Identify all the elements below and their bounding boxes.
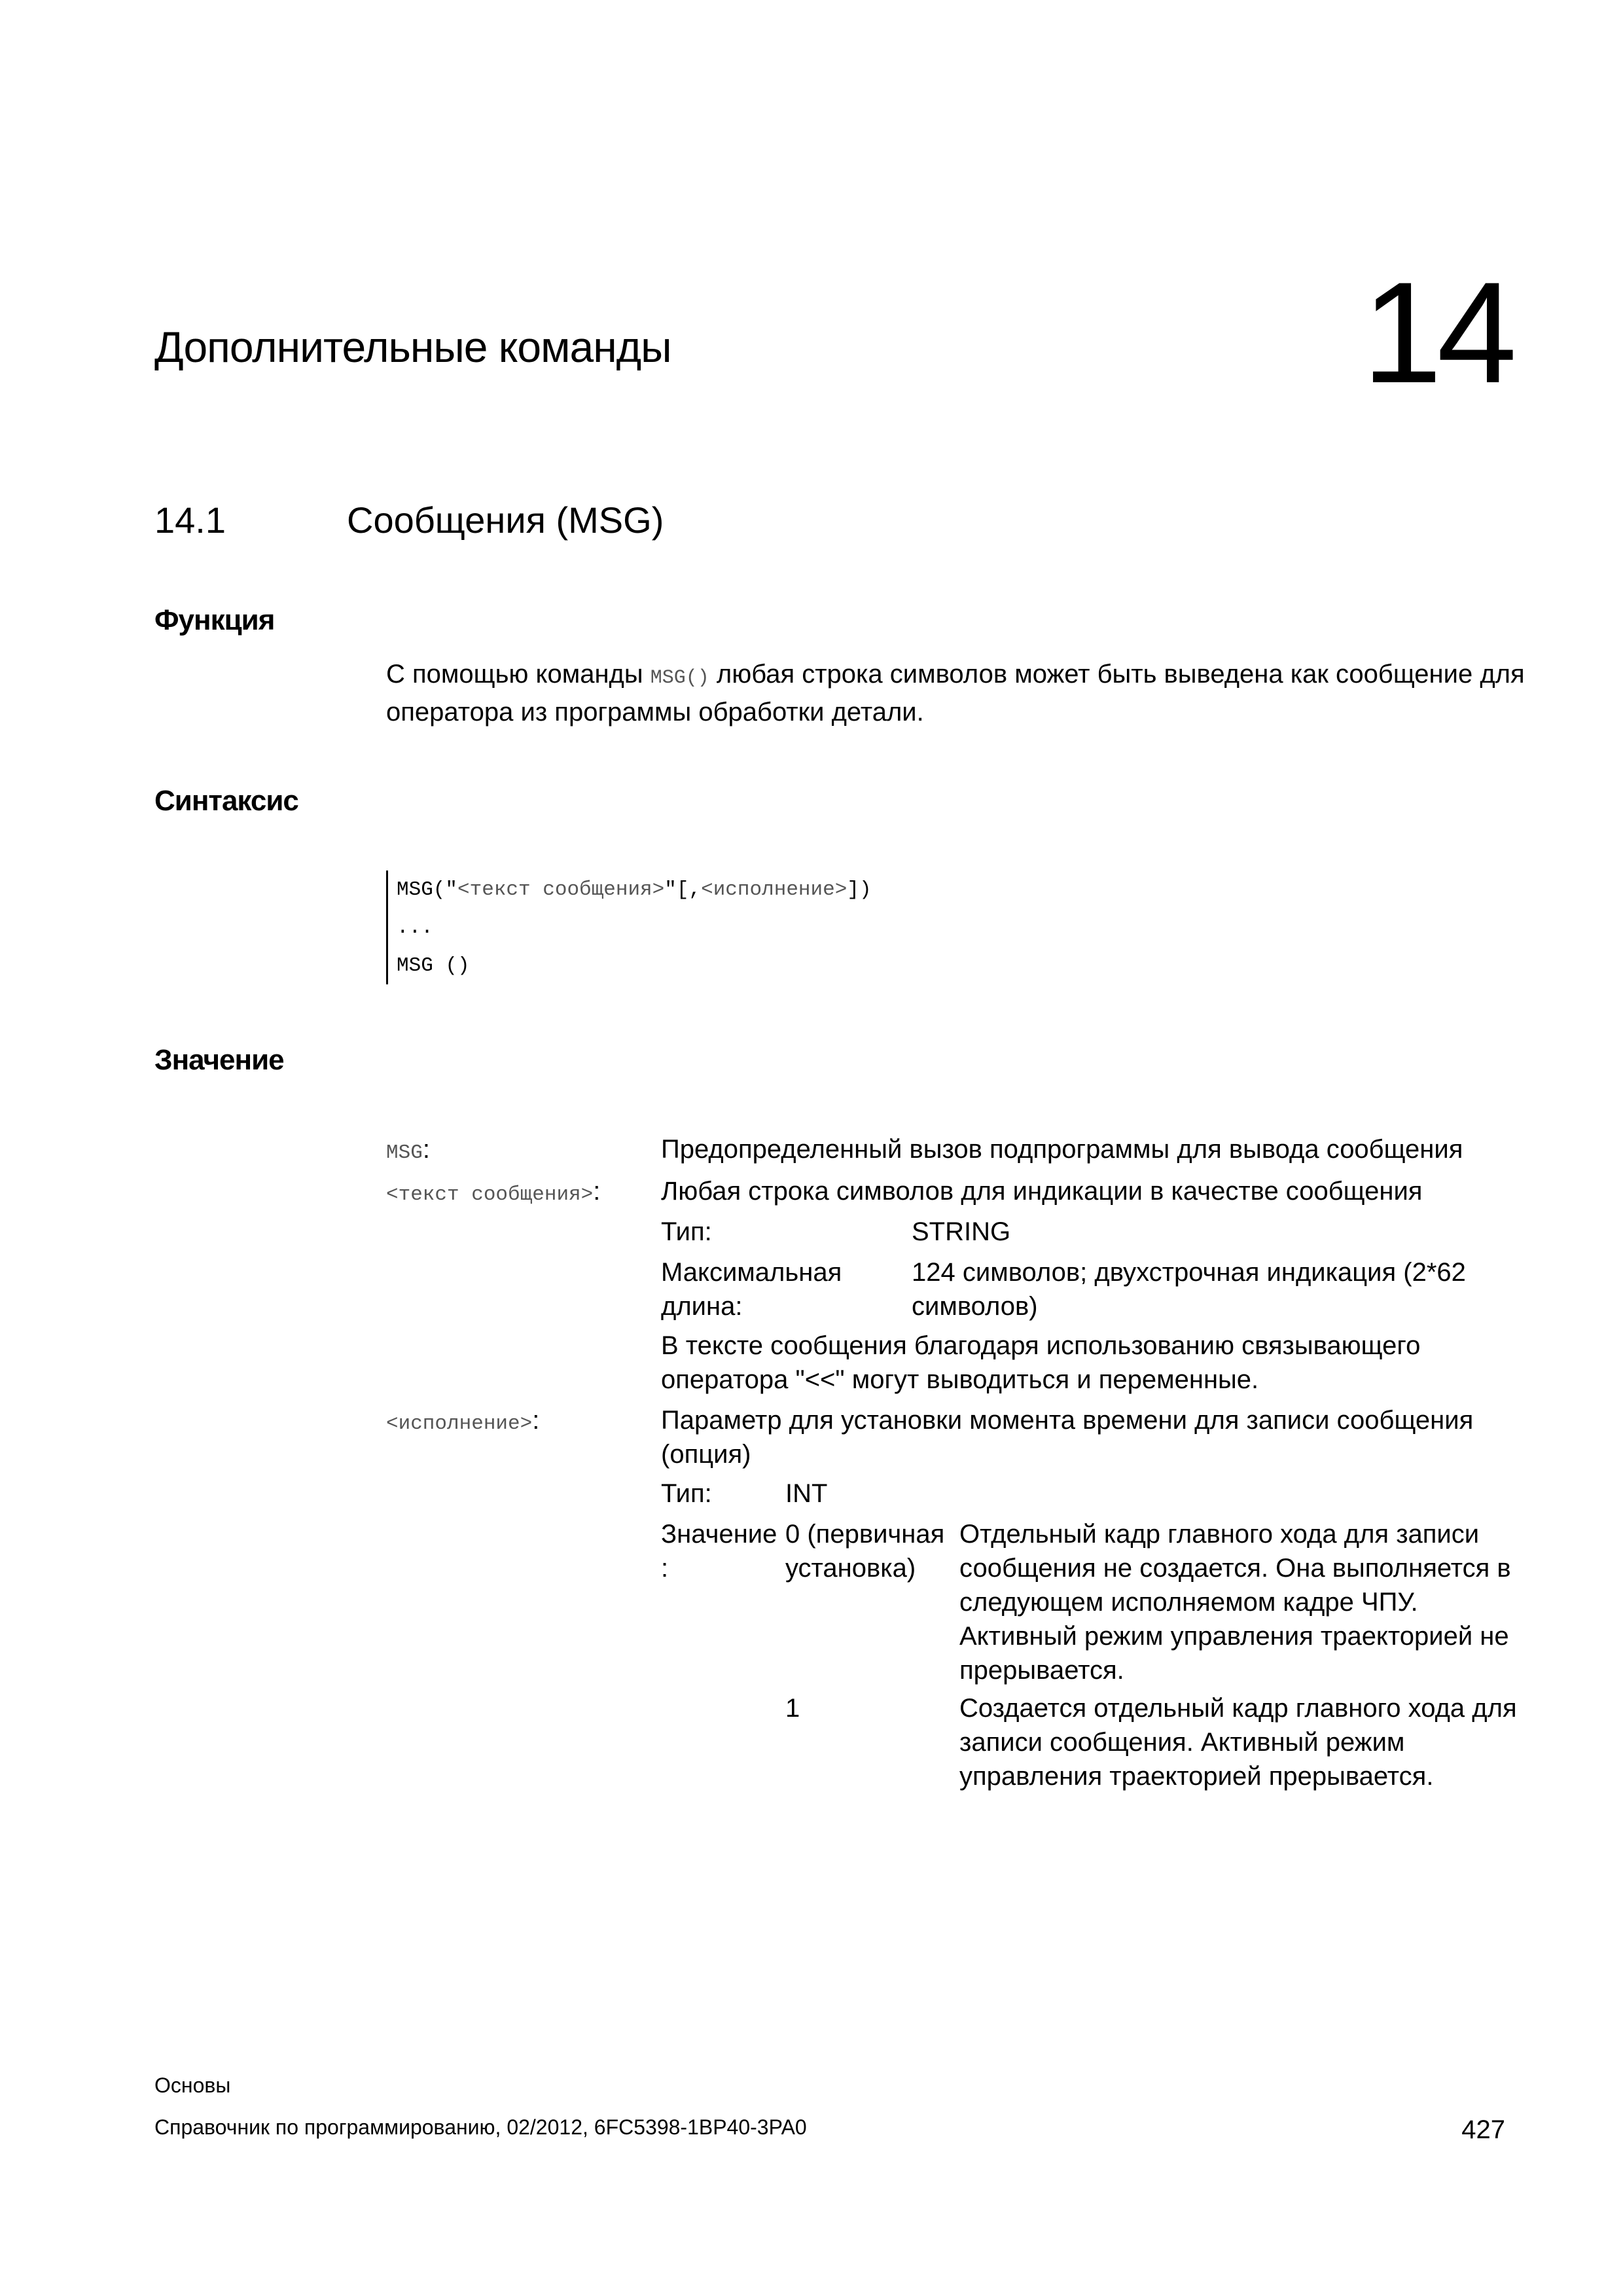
syntax-param-exec: <исполнение> bbox=[701, 878, 847, 901]
syntax-line-3 bbox=[397, 953, 470, 979]
exec-param-description: Параметр для установки момента времени для записи сообщения (опция) bbox=[661, 1406, 1474, 1469]
text-param-maxlen-label: Максимальная длина: bbox=[661, 1258, 842, 1321]
msg-description: Предопределенный вызов подпрограммы для вывода сообщения bbox=[661, 1135, 1463, 1164]
page-number: 427 bbox=[1461, 2115, 1505, 2144]
syntax-line-1 bbox=[397, 877, 872, 903]
term-msg bbox=[386, 1136, 430, 1166]
chapter-number: 14 bbox=[1362, 252, 1512, 413]
syntax-ellipsis: ... bbox=[397, 916, 433, 939]
meaning-heading: Значение bbox=[154, 1044, 284, 1076]
chapter-title: Дополнительные команды bbox=[154, 323, 671, 371]
term-exec-param-name: <исполнение> bbox=[386, 1412, 533, 1435]
text-param-note: В тексте сообщения благодаря использованию связывающего оператора "<<" могут выводиться и переменные. bbox=[661, 1331, 1421, 1394]
syntax-msg-empty: MSG () bbox=[397, 954, 470, 977]
footer-line-2: Справочник по программированию, 02/2012, 6FC5398-1BP40-3PA0 bbox=[154, 2115, 807, 2139]
exec-param-type-value: INT bbox=[785, 1479, 828, 1508]
syntax-middle: "[, bbox=[664, 878, 702, 901]
footer-line-1: Основы bbox=[154, 2073, 231, 2097]
term-exec-param bbox=[386, 1407, 539, 1437]
function-code: MSG() bbox=[650, 667, 709, 689]
exec-param-value-label: Значение bbox=[661, 1520, 777, 1549]
syntax-param-text: <текст сообщения> bbox=[457, 878, 665, 901]
text-param-type-value: STRING bbox=[912, 1217, 1011, 1246]
term-exec-param-colon: : bbox=[532, 1406, 540, 1435]
section-title: Сообщения (MSG) bbox=[347, 499, 664, 541]
term-text-param-colon: : bbox=[593, 1177, 601, 1206]
exec-value-1: 1 bbox=[785, 1694, 800, 1723]
text-param-maxlen-value: 124 символов; двухстрочная индикация (2*62 символов) bbox=[912, 1258, 1466, 1321]
text-param-description: Любая строка символов для индикации в качестве сообщения bbox=[661, 1177, 1423, 1206]
exec-param-value-colon: : bbox=[661, 1554, 669, 1583]
function-text-after: любая строка символов может быть выведена как сообщение для оператора из программы обработки детали. bbox=[386, 660, 1525, 726]
term-msg-colon: : bbox=[422, 1135, 430, 1164]
syntax-heading: Синтаксис bbox=[154, 785, 298, 817]
exec-value-0-desc: Отдельный кадр главного хода для записи сообщения не создается. Она выполняется в следующем исполняемом кадре ЧПУ. Активный режим управления траекторией не прерывается. bbox=[959, 1520, 1511, 1685]
syntax-bar bbox=[386, 870, 388, 984]
function-paragraph bbox=[386, 657, 1525, 729]
exec-value-0: 0 (первичная установка) bbox=[785, 1520, 945, 1583]
syntax-prefix: MSG(" bbox=[397, 878, 458, 901]
text-param-type-label: Тип: bbox=[661, 1217, 712, 1246]
exec-param-type-label: Тип: bbox=[661, 1479, 712, 1508]
term-text-param-name: <текст сообщения> bbox=[386, 1183, 594, 1206]
section-number: 14.1 bbox=[154, 499, 226, 541]
exec-value-1-desc: Создается отдельный кадр главного хода для записи сообщения. Активный режим управления траекторией прерывается. bbox=[959, 1694, 1517, 1791]
term-msg-name: MSG bbox=[386, 1141, 423, 1164]
function-heading: Функция bbox=[154, 604, 275, 636]
function-text-before: С помощью команды bbox=[386, 660, 651, 689]
syntax-suffix: ]) bbox=[847, 878, 872, 901]
term-text-param bbox=[386, 1178, 600, 1208]
syntax-line-2 bbox=[397, 915, 433, 941]
